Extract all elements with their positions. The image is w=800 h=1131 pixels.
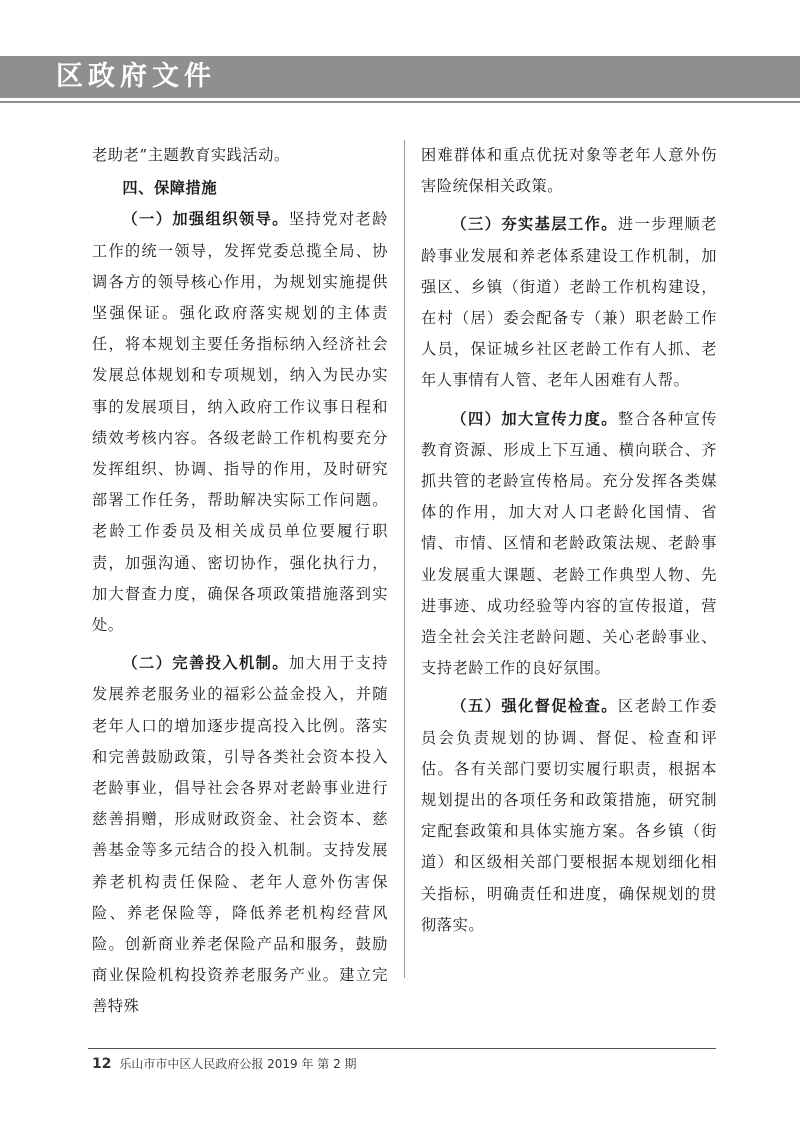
footer xyxy=(92,1056,357,1072)
right-column xyxy=(421,140,717,941)
paragraph-body: 坚持党对老龄工作的统一领导，发挥党委总揽全局、协调各方的领导核心作用，为规划实施提供坚强保证。强化政府落实规划的主体责任，将本规划主要任务指标纳入经济社会发展总体规划和专项规划，纳入为民办实事的发展项目，纳入政府工作议事日程和绩效考核内容。各级老龄工作机构要充分发挥组织、协调、指导的作用，及时研究部署工作任务，帮助解决实际工作问题。老龄工作委员及相关成员单位要履行职责，加强沟通、密切协作，强化执行力，加大督查力度，确保各项政策措施落到实处。 xyxy=(92,210,388,635)
paragraph-heading: （五）强化督促检查。 xyxy=(451,697,618,716)
paragraph-body: 区老龄工作委员会负责规划的协调、督促、检查和评估。各有关部门要切实履行职责，根据本规划提出的各项任务和政策措施，研究制定配套政策和具体实施方案。各乡镇（街道）和区级相关部门要根据本规划细化相关指标，明确责任和进度，确保规划的贯彻落实。 xyxy=(421,697,717,934)
column-divider xyxy=(404,140,405,978)
paragraph-supervision xyxy=(421,691,717,941)
paragraph-grassroots xyxy=(421,209,717,396)
paragraph-heading: （二）完善投入机制。 xyxy=(122,654,289,673)
publication-name: 乐山市市中区人民政府公报 2019 年 第 2 期 xyxy=(119,1057,357,1071)
header-rule xyxy=(0,101,800,103)
paragraph-body: 进一步理顺老龄事业发展和养老体系建设工作机制，加强区、乡镇（街道）老龄工作机构建设，在村（居）委会配备专（兼）职老龄工作人员，保证城乡社区老龄工作有人抓、老年人事情有人管、老年人困难有人帮。 xyxy=(421,215,717,390)
paragraph-heading: （三）夯实基层工作。 xyxy=(451,215,618,234)
paragraph-body: 整合各种宣传教育资源、形成上下互通、横向联合、齐抓共管的老龄宣传格局。充分发挥各类媒体的作用，加大对人口老龄化国情、省情、市情、区情和老龄政策法规、老龄事业发展重大课题、老龄工作典型人物、先进事迹、成功经验等内容的宣传报道，营造全社会关注老龄问题、关心老龄事业、支持老龄工作的良好氛围。 xyxy=(421,409,717,678)
paragraph-heading: （四）加大宣传力度。 xyxy=(451,409,618,428)
paragraph-continuation: 困难群体和重点优抚对象等老年人意外伤害险统保相关政策。 xyxy=(421,146,717,196)
header-band xyxy=(0,56,800,98)
page-number: 12 xyxy=(92,1056,112,1072)
header-title: 区政府文件 xyxy=(56,61,216,92)
paragraph-heading: （一）加强组织领导。 xyxy=(122,210,289,229)
section-title: 四、保障措施 xyxy=(122,179,218,198)
paragraph-organization xyxy=(92,204,388,641)
paragraph-body: 加大用于支持发展养老服务业的福彩公益金投入，并随老年人口的增加逐步提高投入比例。落实和完善鼓励政策，引导各类社会资本投入老龄事业，倡导社会各界对老龄事业进行慈善捐赠，形成财政资金、社会资本、慈善基金等多元结合的投入机制。支持发展养老机构责任保险、老年人意外伤害保险、养老保险等，降低养老机构经营风险。创新商业养老保险产品和服务，鼓励商业保险机构投资养老服务产业。建立完善特殊 xyxy=(92,654,388,1016)
left-column xyxy=(92,140,388,1023)
footer-rule xyxy=(88,1048,716,1049)
paragraph-publicity xyxy=(421,404,717,685)
paragraph-investment xyxy=(92,648,388,1022)
paragraph-continuation: 老助老”主题教育实践活动。 xyxy=(92,146,290,164)
